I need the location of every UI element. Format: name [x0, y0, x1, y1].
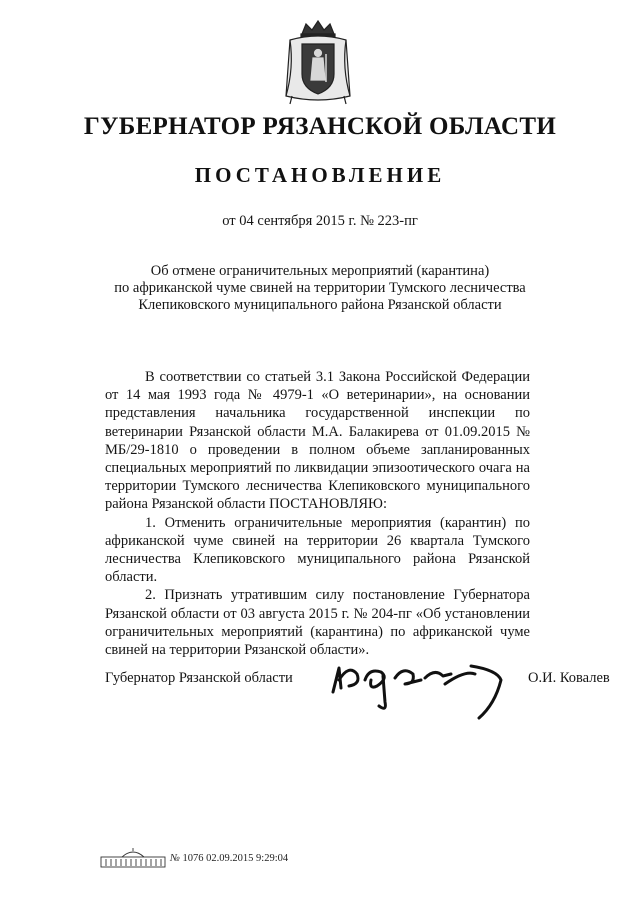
resolution-item-2: 2. Признать утратившим силу постановление Губернатора Рязанской области от 03 августа 2015 г. № 204-пг «Об установлении ограничительных мероприятий (карантина) по африканской чуме свиней на территории Рязанской области». [105, 587, 530, 659]
subject-line: по африканской чуме свиней на территории Тумского лесничества [114, 280, 526, 296]
document-subject [90, 263, 550, 314]
signatory-name: О.И. Ковалев [528, 670, 610, 686]
coat-of-arms-icon [282, 18, 354, 106]
handwritten-signature [325, 640, 515, 720]
issuing-authority: ГУБЕРНАТОР РЯЗАНСКОЙ ОБЛАСТИ [83, 113, 557, 140]
registration-stamp-logo [100, 847, 166, 869]
document-type: ПОСТАНОВЛЕНИЕ [194, 163, 446, 187]
registration-stamp [170, 853, 288, 864]
subject-line: Об отмене ограничительных мероприятий (карантина) [150, 263, 490, 279]
document-body [105, 368, 530, 659]
signatory-position: Губернатор Рязанской области [105, 670, 293, 686]
document-date-number: от 04 сентября 2015 г. № 223-пг [222, 213, 418, 229]
number-sign-icon: № [170, 853, 180, 864]
resolution-item-1: 1. Отменить ограничительные мероприятия (карантин) по африканской чуме свиней на территории 26 квартала Тумского лесничества Клепиковского муниципального района Рязанской области. [105, 514, 530, 586]
registration-stamp-text: 1076 02.09.2015 9:29:04 [182, 853, 289, 864]
subject-line: Клепиковского муниципального района Рязанской области [138, 297, 502, 313]
preamble-paragraph: В соответствии со статьей 3.1 Закона Российской Федерации от 14 мая 1993 года № 4979-1 «О ветеринарии», на основании представления начальника государственной инспекции по ветеринарии Рязанской области М.А. Балакирева от 01.09.2015 № МБ/29-1810 о проведении в полном объеме запланированных специальных мероприятий по ликвидации эпизоотического очага на территории Тумского лесничества Клепиковского муниципального района Рязанской области ПОСТАНОВЛЯЮ: [105, 369, 530, 513]
